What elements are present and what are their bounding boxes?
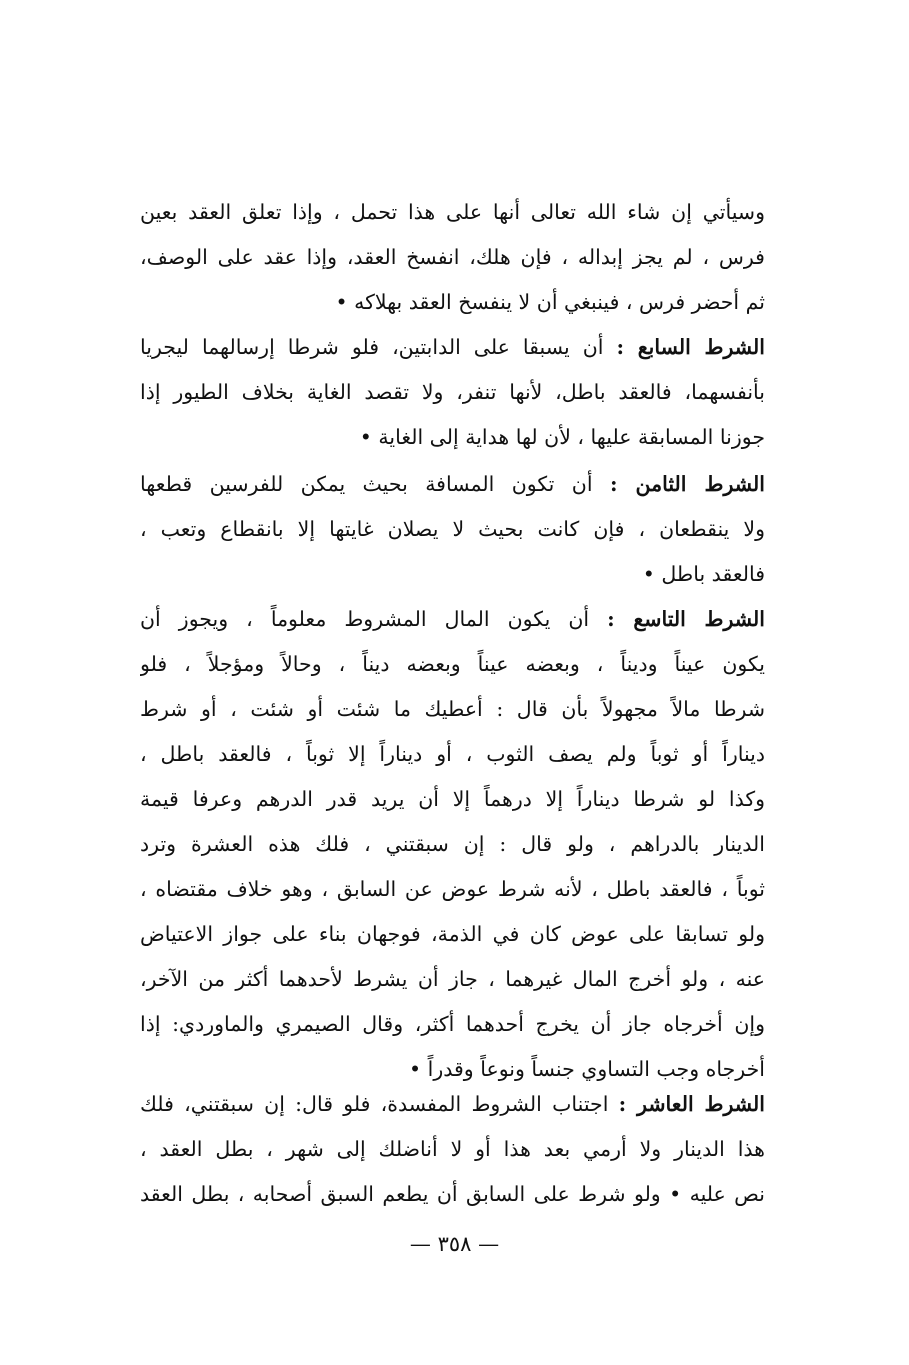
page-number: — ٣٥٨ —	[409, 1232, 500, 1256]
text-line: وإن أخرجاه جاز أن يخرج أحدهما أكثر، وقال الصيمري والماوردي: إذا	[140, 1012, 765, 1036]
text-line: ولا ينقطعان ، فإن كانت بحيث لا يصلان غايتها إلا بانقطاع وتعب ،	[140, 517, 765, 541]
text-line: ثم أحضر فرس ، فينبغي أن لا ينفسخ العقد بهلاكه •	[335, 290, 765, 314]
condition-heading: الشرط السابع :	[616, 335, 765, 359]
text-line: يكون عيناً وديناً ، وبعضه عيناً وبعضه ديناً ، وحالاً ومؤجلاً ، فلو	[140, 652, 765, 676]
text-line: الدينار بالدراهم ، ولو قال : إن سبقتني ، فلك هذه العشرة وترد	[140, 832, 765, 856]
condition-text: أن يسبقا على الدابتين، فلو شرطا إرسالهما ليجريا	[140, 335, 604, 359]
text-line: ديناراً أو ثوباً ولم يصف الثوب ، أو ديناراً إلا ثوباً ، فالعقد باطل ،	[140, 742, 765, 766]
text-line: عنه ، ولو أخرج المال غيرهما ، جاز أن يشرط لأحدهما أكثر من الآخر،	[140, 967, 765, 991]
condition-heading: الشرط الثامن :	[609, 472, 765, 496]
text-line: هذا الدينار ولا أرمي بعد هذا أو لا أناضلك إلى شهر ، بطل العقد ،	[140, 1137, 765, 1161]
paragraph-condition-ninth	[140, 597, 765, 1092]
paragraph	[140, 190, 765, 325]
condition-text: أن تكون المسافة بحيث يمكن للفرسين قطعها	[140, 472, 593, 496]
text-line	[140, 462, 765, 507]
text-line: وسيأتي إن شاء الله تعالى أنها على هذا تحمل ، وإذا تعلق العقد بعين	[140, 200, 765, 224]
condition-text: اجتناب الشروط المفسدة، فلو قال: إن سبقتني، فلك	[140, 1092, 609, 1116]
condition-heading: الشرط التاسع :	[607, 607, 765, 631]
condition-text: أن يكون المال المشروط معلوماً ، ويجوز أن	[140, 607, 590, 631]
text-line: أخرجاه وجب التساوي جنساً ونوعاً وقدراً •	[409, 1057, 765, 1081]
text-line: شرطا مالاً مجهولاً بأن قال : أعطيك ما شئت أو شئت ، أو شرط	[140, 697, 765, 721]
text-line	[140, 1082, 765, 1127]
text-line	[140, 325, 765, 370]
text-line: فرس ، لم يجز إبداله ، فإن هلك، انفسخ العقد، وإذا عقد على الوصف،	[140, 245, 765, 269]
text-line: فالعقد باطل •	[642, 562, 765, 586]
text-line: ثوباً ، فالعقد باطل ، لأنه شرط عوض عن السابق ، وهو خلاف مقتضاه ،	[140, 877, 765, 901]
text-line	[140, 597, 765, 642]
paragraph-condition-seventh	[140, 325, 765, 460]
paragraph-condition-tenth	[140, 1082, 765, 1217]
text-line: ولو تسابقا على عوض كان في الذمة، فوجهان بناء على جواز الاعتياض	[140, 922, 765, 946]
text-line: وكذا لو شرطا ديناراً إلا درهماً إلا أن يريد قدر الدرهم وعرفا قيمة	[140, 787, 765, 811]
text-line: جوزنا المسابقة عليها ، لأن لها هداية إلى الغاية •	[359, 425, 765, 449]
condition-heading: الشرط العاشر :	[618, 1092, 765, 1116]
text-line: بأنفسهما، فالعقد باطل، لأنها تنفر، ولا تقصد الغاية بخلاف الطيور إذا	[140, 380, 765, 404]
text-line: نص عليه • ولو شرط على السابق أن يطعم السبق أصحابه ، بطل العقد	[140, 1182, 765, 1206]
paragraph-condition-eighth	[140, 462, 765, 597]
